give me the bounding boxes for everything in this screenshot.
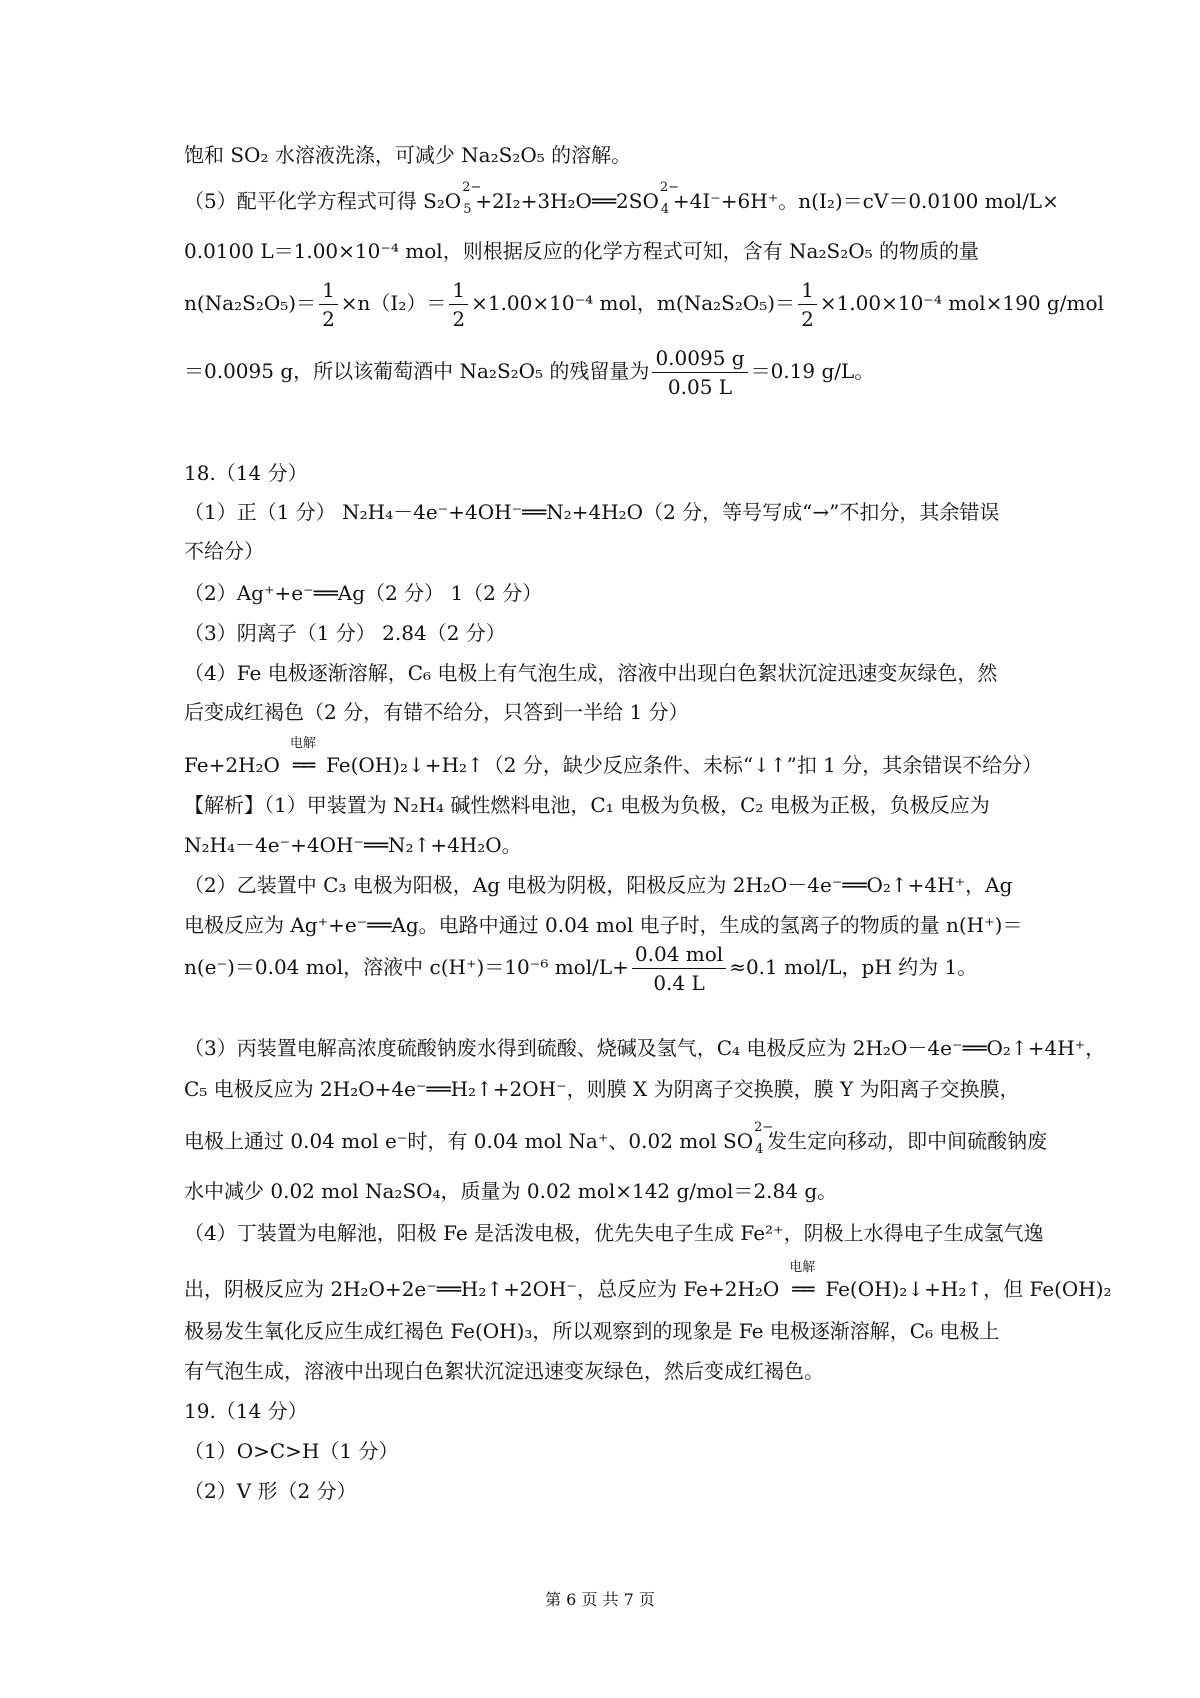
text-line: （2）Ag⁺+e⁻══Ag（2 分） 1（2 分） <box>184 581 543 605</box>
text-line: （3）丙装置电解高浓度硫酸钠废水得到硫酸、烧碱及氢气，C₄ 电极反应为 2H₂O－4e⁻══O₂↑+4H⁺， <box>184 1036 1106 1060</box>
text-line: 电极反应为 Ag⁺+e⁻══Ag。电路中通过 0.04 mol 电子时，生成的氢离子的物质的量 n(H⁺)＝ <box>184 913 1023 937</box>
fraction: $\frac{1}{2}$ <box>798 278 817 331</box>
text-line: 【解析】（1）甲装置为 N₂H₄ 碱性燃料电池，C₁ 电极为负极，C₂ 电极为正极，负极反应为 <box>184 793 990 817</box>
text-line: （2）乙装置中 C₃ 电极为阳极，Ag 电极为阴极，阳极反应为 2H₂O－4e⁻══O₂↑+4H⁺，Ag <box>184 873 1013 897</box>
text-line: （2）V 形（2 分） <box>184 1479 357 1503</box>
text-line: 不给分） <box>184 539 264 563</box>
text-line: （1）O>C>H（1 分） <box>184 1439 399 1463</box>
text-line-with-fractions: n(Na₂S₂O₅)＝ $\frac{1}{2}$ ×n（I₂）＝ $\frac{1}{2}$ ×1.00×10⁻⁴ mol，m(Na₂S₂O₅)＝ $\frac{1}{2}$ ×1.00×10⁻⁴ mol×190 g/mol <box>184 278 1104 331</box>
ion-charge: 2− 5 <box>462 179 482 217</box>
text-line: （3）阴离子（1 分） 2.84（2 分） <box>184 621 506 645</box>
text-line: 极易发生氧化反应生成红褐色 Fe(OH)₃，所以观察到的现象是 Fe 电极逐渐溶解，C₆ 电极上 <box>184 1319 1000 1343</box>
text-line: N₂H₄－4e⁻+4OH⁻══N₂↑+4H₂O。 <box>184 833 522 857</box>
text-line: C₅ 电极反应为 2H₂O+4e⁻══H₂↑+2OH⁻，则膜 X 为阴离子交换膜，膜 Y 为阳离子交换膜， <box>184 1077 1020 1101</box>
question-heading: 18.（14 分） <box>184 461 308 485</box>
ion-charge: 2− 4 <box>754 1119 774 1157</box>
text-line: 电极上通过 0.04 mol e⁻时，有 0.04 mol Na⁺、0.02 mol SO 2− 4 发生定向移动，即中间硫酸钠废 <box>184 1119 1048 1157</box>
equation-line: 出，阴极反应为 2H₂O+2e⁻══H₂↑+2OH⁻，总反应为 Fe+2H₂O 电解 ══ Fe(OH)₂↓+H₂↑，但 Fe(OH)₂ <box>184 1260 1112 1301</box>
equation-line: Fe+2H₂O 电解 ══ Fe(OH)₂↓+H₂↑（2 分，缺少反应条件、未标“↓↑”扣 1 分，其余错误不给分） <box>184 736 1043 777</box>
ion-charge: 2− 4 <box>659 179 680 217</box>
page-footer: 第 6 页 共 7 页 <box>545 1590 655 1609</box>
text-line: （5）配平化学方程式可得 S₂O 2− 5 +2I₂+3H₂O══2SO 2− 4 +4I⁻+6H⁺。n(I₂)＝cV＝0.0100 mol/L× <box>184 179 1059 217</box>
text-line: 后变成红褐色（2 分，有错不给分，只答到一半给 1 分） <box>184 700 689 724</box>
text-line: 饱和 SO₂ 水溶液洗涤，可减少 Na₂S₂O₅ 的溶解。 <box>184 143 632 167</box>
text-line-with-fractions: n(e⁻)＝0.04 mol，溶液中 c(H⁺)＝10⁻⁶ mol/L+ $\frac{\text{0.04 mol}}{0.4 L}$ ≈0.1 mol/L，pH 约为 1。 <box>184 942 978 995</box>
fraction: $\frac{1}{2}$ <box>319 278 338 331</box>
text-line: （4）丁装置为电解池，阳极 Fe 是活泼电极，优先失电子生成 Fe²⁺，阴极上水得电子生成氢气逸 <box>184 1221 1044 1245</box>
fraction: $\frac{1}{2}$ <box>449 278 468 331</box>
text-line: （1）正（1 分） N₂H₄－4e⁻+4OH⁻══N₂+4H₂O（2 分，等号写成“→”不扣分，其余错误 <box>184 500 1000 524</box>
electrolysis-condition: 电解 ══ <box>289 736 316 777</box>
text-line-with-fractions: ＝0.0095 g，所以该葡萄酒中 Na₂S₂O₅ 的残留量为 $\frac{0.0095 g}{0.05 L}$ ＝0.19 g/L。 <box>184 346 875 399</box>
fraction: $\frac{\text{0.04 mol}}{0.4 L}$ <box>632 942 726 995</box>
electrolysis-condition: 电解 ══ <box>789 1260 816 1301</box>
question-heading: 19.（14 分） <box>184 1399 308 1423</box>
fraction: $\frac{0.0095 g}{0.05 L}$ <box>652 346 747 399</box>
text-line: 水中减少 0.02 mol Na₂SO₄，质量为 0.02 mol×142 g/mol＝2.84 g。 <box>184 1179 838 1203</box>
text-line: 0.0100 L＝1.00×10⁻⁴ mol，则根据反应的化学方程式可知，含有 Na₂S₂O₅ 的物质的量 <box>184 239 979 263</box>
text-line: （4）Fe 电极逐渐溶解，C₆ 电极上有气泡生成，溶液中出现白色絮状沉淀迅速变灰绿色，然 <box>184 661 998 685</box>
text-line: 有气泡生成，溶液中出现白色絮状沉淀迅速变灰绿色，然后变成红褐色。 <box>184 1359 824 1383</box>
